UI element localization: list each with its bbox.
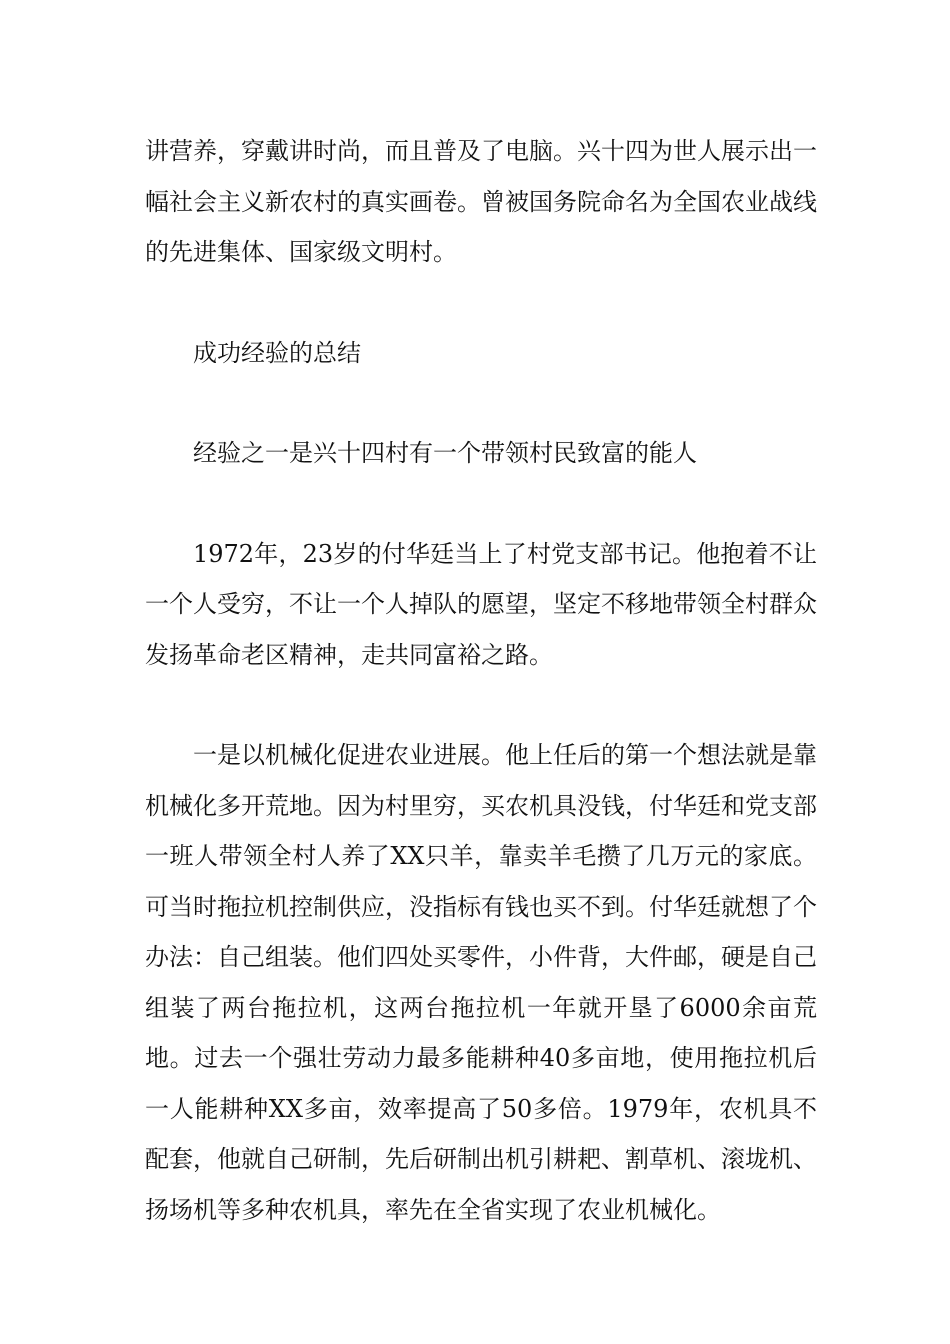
paragraph-continuation: 讲营养，穿戴讲时尚，而且普及了电脑。兴十四为世人展示出一幅社会主义新农村的真实画卷。曾被国务院命名为全国农业战线的先进集体、国家级文明村。 [145,137,817,266]
subsection-heading: 经验之一是兴十四村有一个带领村民致富的能人 [193,439,697,467]
paragraph-1972: 1972年，23岁的付华廷当上了村党支部书记。他抱着不让一个人受穷，不让一个人掉队的愿望，坚定不移地带领全村群众发扬革命老区精神，走共同富裕之路。 [145,539,817,669]
document-body [145,126,817,1235]
paragraph-mechanization: 一是以机械化促进农业进展。他上任后的第一个想法就是靠机械化多开荒地。因为村里穷，买农机具没钱，付华廷和党支部一班人带领全村人养了XX只羊，靠卖羊毛攒了几万元的家底。可当时拖拉机控制供应，没指标有钱也买不到。付华廷就想了个办法：自己组装。他们四处买零件，小件背，大件邮，硬是自己组装了两台拖拉机，这两台拖拉机一年就开垦了6000余亩荒地。过去一个强壮劳动力最多能耕种40多亩地，使用拖拉机后一人能耕种XX多亩，效率提高了50多倍。1979年，农机具不配套，他就自己研制，先后研制出机引耕耙、割草机、滚垅机、扬场机等多种农机具，率先在全省实现了农业机械化。 [145,741,817,1224]
section-heading: 成功经验的总结 [193,338,361,367]
